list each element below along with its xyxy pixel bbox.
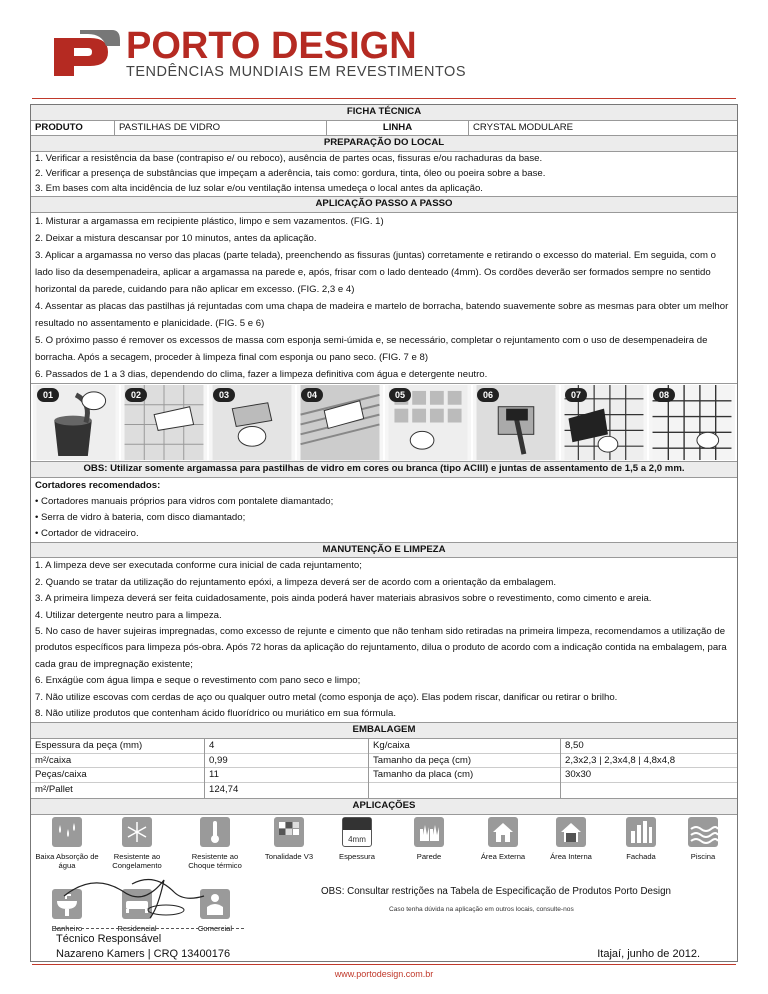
maintenance-title: MANUTENÇÃO E LIMPEZA	[31, 543, 737, 559]
pack-value: 124,74	[209, 784, 239, 796]
list-item: 3. Em bases com alta incidência de luz solar e/ou ventilação intensa umedeça o local antes da aplicação.	[35, 182, 483, 194]
house-icon	[488, 817, 518, 847]
produto-label: PRODUTO	[31, 121, 115, 136]
pack-label: Peças/caixa	[31, 768, 204, 783]
applications-obs-note: Caso tenha dúvida na aplicação em outros locais, consulte-nos	[389, 905, 574, 913]
list-item: 2. Quando se tratar da utilização do rejuntamento epóxi, a limpeza deverá ser de acordo com a orientação da embalagem.	[35, 576, 557, 588]
app-facade	[609, 817, 673, 862]
figure-02	[121, 385, 207, 460]
technical-sheet	[30, 104, 738, 962]
figure-07	[561, 385, 647, 460]
technician-role: Técnico Responsável	[56, 933, 162, 945]
apl-list	[31, 213, 737, 384]
app-label: Residencial	[117, 923, 157, 933]
list-item: 1. Misturar a argamassa em recipiente plástico, limpo e sem vazamentos. (FIG. 1)	[35, 215, 384, 227]
tone-icon	[274, 817, 304, 847]
signature-line	[56, 928, 244, 929]
app-wall	[397, 817, 461, 862]
app-label: Piscina	[690, 851, 716, 861]
figure-number: 03	[213, 388, 235, 402]
pack-value	[561, 783, 737, 798]
pack-value: 2,3x2,3 | 2,3x4,8 | 4,8x4,8	[561, 754, 737, 769]
linha-value: CRYSTAL MODULARE	[473, 121, 574, 133]
app-label: Resistente ao Congelamento	[112, 851, 162, 871]
app-label: Área Externa	[480, 851, 526, 861]
app-label: Banheiro	[51, 923, 83, 933]
produto-value: PASTILHAS DE VIDRO	[115, 121, 327, 136]
figure-04	[297, 385, 383, 460]
figure-05	[385, 385, 471, 460]
list-item: • Cortador de vidraceiro.	[35, 527, 139, 539]
thermometer-icon	[200, 817, 230, 847]
prep-list	[31, 152, 737, 197]
facade-icon	[626, 817, 656, 847]
interior-icon	[556, 817, 586, 847]
applications-title: APLICAÇÕES	[31, 799, 737, 815]
pack-label: m²/Pallet	[35, 784, 73, 796]
figure-01	[33, 385, 119, 460]
thickness-icon	[342, 817, 372, 847]
pack-label: Espessura da peça (mm)	[31, 739, 204, 754]
pack-left-labels	[31, 739, 205, 798]
hands-icon	[414, 817, 444, 847]
list-item: 8. Não utilize produtos que contenham ácido fluorídrico ou muriático em sua fórmula.	[35, 707, 397, 719]
list-item: 3. Aplicar a argamassa no verso das placas (parte telada), preenchendo as fissuras (juntas) corretamente e retirando o excesso do material. Em seguida, com o lado liso da desempenadeira, aplicar a argamassa na parede e, após, frisar com o lado denteado (4mm). Os cordões deverão ser formados sempre no sentido horizontal da parede, cuidando para não aplicar em excesso. (FIG. 2,3 e 4)	[35, 249, 716, 295]
cutters-section	[31, 478, 737, 543]
app-external	[471, 817, 535, 862]
list-item: 5. O próximo passo é remover os excessos de massa com esponja semi-úmida e, se necessário, completar o rejuntamento com o uso de desempenadeira de borracha. Após a secagem, proceder à limpeza final com esponja ou pano seco. (FIG. 7 e 8)	[35, 334, 708, 363]
figure-number: 08	[653, 388, 675, 402]
figure-number: 02	[125, 388, 147, 402]
figure-03	[209, 385, 295, 460]
app-label: Área Interna	[550, 851, 592, 861]
brand-logo	[50, 26, 470, 86]
pack-label: Tamanho da peça (cm)	[369, 754, 560, 769]
list-item: 7. Não utilize escovas com cerdas de aço ou qualquer outro metal (como esponja de aço). Elas podem riscar, danificar ou retirar o brilho.	[35, 691, 618, 703]
pack-value: 30x30	[561, 768, 737, 783]
packaging-table	[31, 739, 737, 799]
app-label: Espessura	[339, 851, 375, 861]
app-thickness	[325, 817, 389, 862]
app-label: Baixa Absorção de água	[35, 851, 99, 871]
drop-icon	[52, 817, 82, 847]
logo-mark-icon	[50, 30, 120, 78]
linha-label: LINHA	[327, 121, 469, 136]
list-item: 4. Assentar as placas das pastilhas já rejuntadas com uma chapa de madeira e martelo de borracha, batendo suavemente sobre as mesmas para obter um melhor resultado no assentamento e planicidade. (FIG. 5 e 6)	[35, 300, 729, 329]
step-figures	[31, 384, 737, 462]
app-label: Tonalidade V3	[264, 851, 314, 861]
app-label: Parede	[416, 851, 442, 861]
figure-number: 04	[301, 388, 323, 402]
technician-name: Nazareno Kamers | CRQ 13400176	[56, 948, 231, 960]
pack-label: Tamanho da placa (cm)	[369, 768, 560, 783]
list-item: 1. Verificar a resistência da base (contrapiso e/ ou reboco), ausência de partes ocas, fissuras e/ou rachaduras da base.	[35, 153, 543, 165]
pack-value: 11	[205, 768, 368, 783]
product-row	[31, 121, 737, 137]
prep-title: PREPARAÇÃO DO LOCAL	[31, 136, 737, 152]
signature-icon	[54, 862, 254, 922]
list-item: 6. Enxágüe com água limpa e seque o revestimento com pano seco e limpo;	[35, 675, 361, 687]
pack-value: 0,99	[205, 754, 368, 769]
figure-06	[473, 385, 559, 460]
list-item: 5. No caso de haver sujeiras impregnadas, como excesso de rejunte e cimento que não tenham sido retiradas na primeira limpeza, recomendamos a utilização de produtos específicos para limpeza pós-obra. Após 72 horas da aplicação do rejuntamento, dilua o produto de acordo com a indicação contida na embalagem, para cada grau de impregnação existente;	[35, 625, 727, 670]
header-divider	[32, 98, 736, 99]
brand-name: PORTO DESIGN	[126, 25, 417, 67]
cutters-title: Cortadores recomendados:	[35, 479, 161, 491]
applications-obs: OBS: Consultar restrições na Tabela de Especificação de Produtos Porto Design	[321, 885, 671, 897]
sheet-title: FICHA TÉCNICA	[31, 105, 737, 121]
list-item: 2. Deixar a mistura descansar por 10 minutos, antes da aplicação.	[35, 232, 317, 244]
list-item: 6. Passados de 1 a 3 dias, dependendo do clima, fazer a limpeza definitiva com água e detergente neutro.	[35, 368, 488, 380]
figure-number: 05	[389, 388, 411, 402]
pack-left-values	[205, 739, 369, 798]
snowflake-icon	[122, 817, 152, 847]
list-item: • Serra de vidro à bateria, com disco diamantado;	[35, 511, 246, 523]
website-link[interactable]: www.portodesign.com.br	[334, 969, 434, 979]
app-pool	[671, 817, 735, 862]
pack-value: 4	[205, 739, 368, 754]
apl-title: APLICAÇÃO PASSO A PASSO	[31, 197, 737, 213]
document-date: Itajaí, junho de 2012.	[597, 948, 700, 960]
pack-value: 8,50	[561, 739, 737, 754]
figure-number: 01	[37, 388, 59, 402]
packaging-title: EMBALAGEM	[31, 723, 737, 739]
pack-label: m²/caixa	[31, 754, 204, 769]
list-item: 4. Utilizar detergente neutro para a limpeza.	[35, 609, 222, 621]
list-item: 1. A limpeza deve ser executada conforme cura inicial de cada rejuntamento;	[35, 560, 362, 572]
pack-label: Kg/caixa	[369, 739, 560, 754]
thickness-mark: 4mm	[348, 835, 366, 845]
app-internal	[539, 817, 603, 862]
app-label: Comercial	[197, 923, 233, 933]
list-item: 2. Verificar a presença de substâncias que impeçam a aderência, tais como: gordura, tinta, óleo ou poeira sobre a base.	[35, 167, 546, 179]
pack-right-labels	[369, 739, 561, 798]
obs-mortar: OBS: Utilizar somente argamassa para pastilhas de vidro em cores ou branca (tipo ACIII) e juntas de assentamento de 1,5 a 2,0 mm.	[31, 462, 737, 478]
list-item: • Cortadores manuais próprios para vidros com pontalete diamantado;	[35, 495, 334, 507]
brand-tagline: TENDÊNCIAS MUNDIAIS EM REVESTIMENTOS	[126, 64, 466, 80]
figure-number: 07	[565, 388, 587, 402]
maintenance-list	[31, 558, 737, 723]
figure-08	[649, 385, 735, 460]
wave-icon	[688, 817, 718, 847]
list-item: 3. A primeira limpeza deverá ser feita cuidadosamente, pois ainda poderá haver materiais abrasivos sobre o revestimento, como cimento e areia.	[35, 593, 652, 605]
footer-divider	[32, 964, 736, 965]
app-tone-v3	[257, 817, 321, 862]
pack-label	[369, 783, 560, 798]
app-label: Resistente ao Choque térmico	[188, 851, 242, 871]
app-label: Fachada	[626, 851, 656, 861]
pack-right-values	[561, 739, 737, 798]
figure-number: 06	[477, 388, 499, 402]
